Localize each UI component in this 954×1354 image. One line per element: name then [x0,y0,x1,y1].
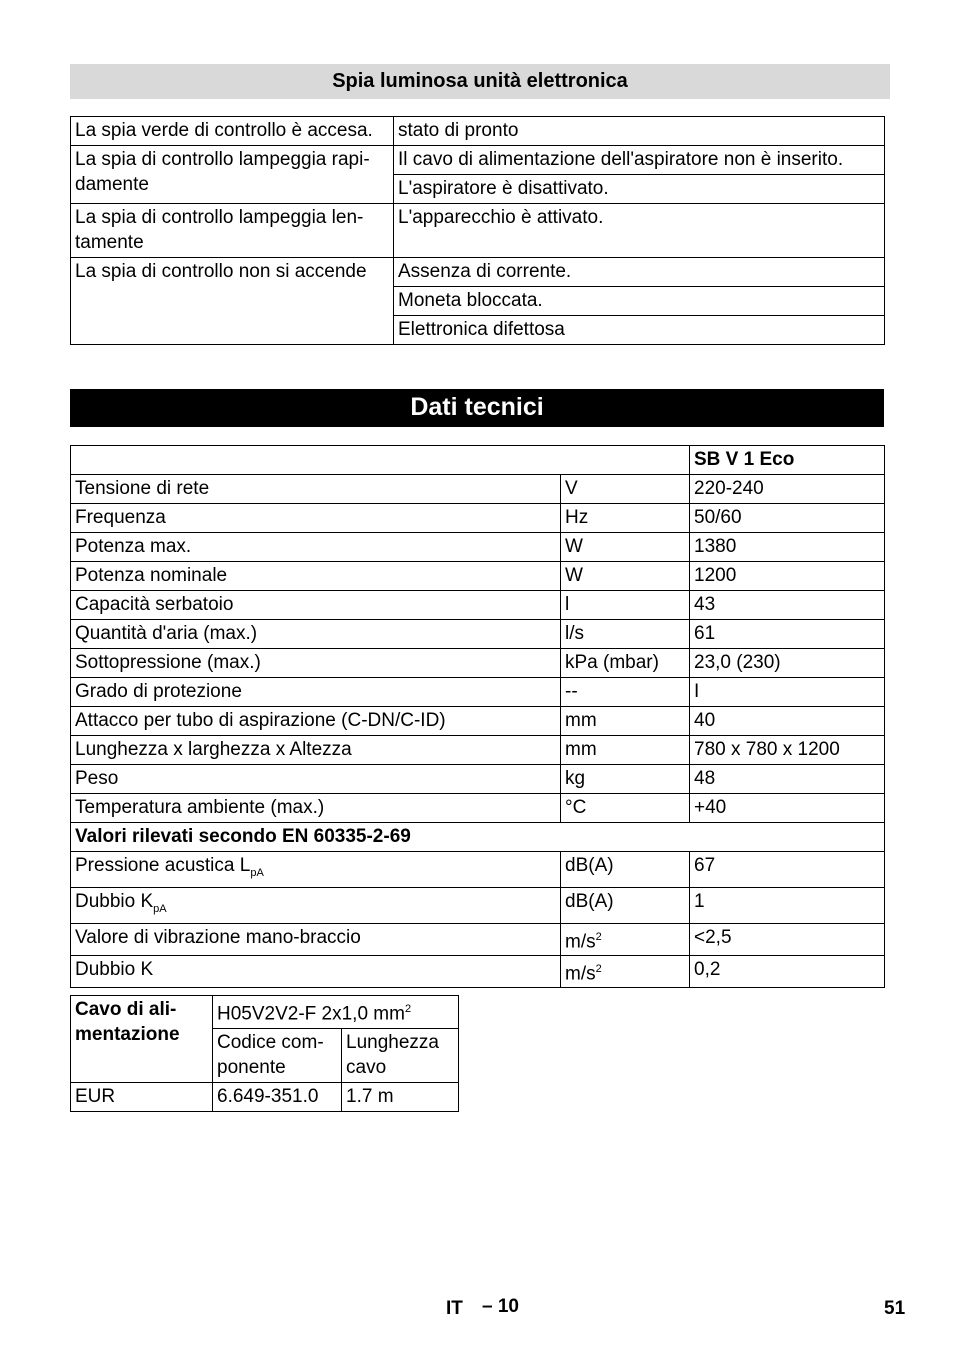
cause-cell: L'aspiratore è disattivato. [394,175,885,204]
table-row [71,823,885,852]
condition-cell: La spia di controllo lampeggia rapi-damente [71,146,394,204]
spec-value: 61 [690,620,885,649]
specs-table [70,445,885,988]
cable-table [70,995,459,1112]
cause-cell: L'apparecchio è attivato. [394,204,885,258]
condition-cell: La spia verde di controllo è accesa. [71,117,394,146]
measured-heading: Valori rilevati secondo EN 60335-2-69 [71,823,885,852]
spec-value: 780 x 780 x 1200 [690,736,885,765]
spec-label: Quantità d'aria (max.) [71,620,561,649]
spec-label: Potenza nominale [71,562,561,591]
table-header-row [71,446,885,475]
table-row [71,533,885,562]
spec-label: Dubbio $K_{pA}$ [71,887,561,923]
cable-spec: H05V2V2-F 2x1,0 $mm^2$ [213,996,459,1029]
spec-unit: l [561,591,690,620]
spec-label: Attacco per tubo di aspirazione (C-DN/C-ID) [71,707,561,736]
cause-cell: Moneta bloccata. [394,287,885,316]
section-title-specs: Dati tecnici [70,389,884,427]
table-row [71,794,885,823]
cable-col-code-header: Codice com-ponente [213,1029,342,1083]
spec-value: <2,5 [690,923,885,955]
table-row [71,475,885,504]
spec-value: I [690,678,885,707]
cable-length: 1.7 m [342,1083,459,1112]
spec-label: Sottopressione (max.) [71,649,561,678]
spec-unit: W [561,533,690,562]
table-row [71,649,885,678]
spec-value: 1380 [690,533,885,562]
table-row [71,562,885,591]
footer-language: IT [446,1298,463,1319]
spec-unit: V [561,475,690,504]
cause-cell: Elettronica difettosa [394,316,885,345]
table-row [71,204,885,258]
spec-value: 43 [690,591,885,620]
spec-value: 23,0 (230) [690,649,885,678]
cause-cell: Assenza di corrente. [394,258,885,287]
spec-label: Capacità serbatoio [71,591,561,620]
header-empty-cell [71,446,690,475]
footer-page-number: 51 [884,1298,906,1319]
spec-unit: dB(A) [561,887,690,923]
table-row [71,1083,459,1112]
spec-label: Temperatura ambiente (max.) [71,794,561,823]
cause-cell: Il cavo di alimentazione dell'aspiratore non è inserito. [394,146,885,175]
table-row [71,852,885,888]
table-row [71,620,885,649]
spec-value: 40 [690,707,885,736]
table-row [71,146,885,175]
table-row [71,923,885,955]
spec-unit: kg [561,765,690,794]
spec-value: 1 [690,887,885,923]
spec-value: 220-240 [690,475,885,504]
section-title-indicator: Spia luminosa unità elettronica [70,64,890,99]
footer-local-page: – 10 [482,1296,519,1317]
spec-label: Potenza max. [71,533,561,562]
spec-value: 50/60 [690,504,885,533]
spec-label: Frequenza [71,504,561,533]
cable-col-length-header: Lunghezza cavo [342,1029,459,1083]
spec-value: 67 [690,852,885,888]
cable-region: EUR [71,1083,213,1112]
spec-unit: mm [561,707,690,736]
table-row [71,736,885,765]
model-header: SB V 1 Eco [690,446,885,475]
spec-unit: l/s [561,620,690,649]
spec-label: Valore di vibrazione mano-braccio [71,923,561,955]
cable-code: 6.649-351.0 [213,1083,342,1112]
spec-unit: W [561,562,690,591]
spec-label: Tensione di rete [71,475,561,504]
spec-label: Dubbio K [71,955,561,987]
spec-unit: $m/s^2$ [561,955,690,987]
spec-unit: mm [561,736,690,765]
table-row [71,678,885,707]
spec-value: 48 [690,765,885,794]
table-row [71,591,885,620]
table-row [71,117,885,146]
spec-label: Peso [71,765,561,794]
spec-label: Pressione acustica $L_{pA}$ [71,852,561,888]
spec-value: +40 [690,794,885,823]
table-row [71,887,885,923]
spec-value: 1200 [690,562,885,591]
spec-unit: $m/s^2$ [561,923,690,955]
table-row [71,504,885,533]
cause-cell: stato di pronto [394,117,885,146]
condition-cell: La spia di controllo lampeggia len-tamente [71,204,394,258]
spec-label: Grado di protezione [71,678,561,707]
table-row [71,258,885,287]
table-row [71,765,885,794]
condition-cell: La spia di controllo non si accende [71,258,394,345]
spec-value: 0,2 [690,955,885,987]
spec-unit: Hz [561,504,690,533]
spec-label: Lunghezza x larghezza x Altezza [71,736,561,765]
cable-label: Cavo di ali-mentazione [71,996,213,1083]
indicator-table [70,116,885,345]
table-row [71,707,885,736]
spec-unit: dB(A) [561,852,690,888]
spec-unit: -- [561,678,690,707]
table-row [71,996,459,1029]
table-row [71,955,885,987]
spec-unit: kPa (mbar) [561,649,690,678]
spec-unit: °C [561,794,690,823]
